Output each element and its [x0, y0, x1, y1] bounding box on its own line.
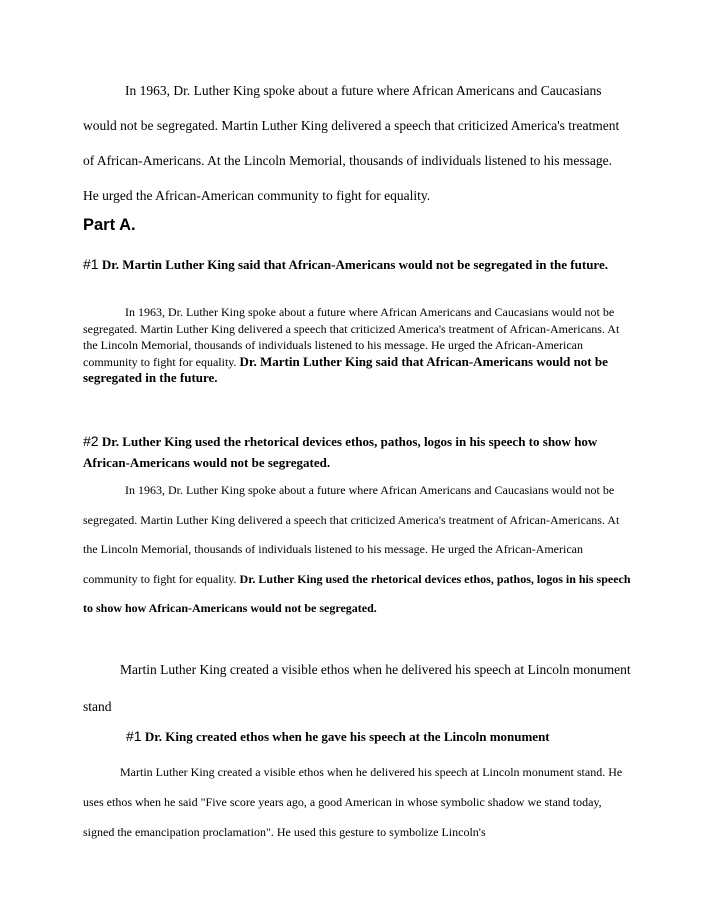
- q2-number: #2: [83, 433, 99, 449]
- ethos-q1-claim: [126, 726, 631, 747]
- intro-paragraph: In 1963, Dr. Luther King spoke about a future where African Americans and Caucasians would not be segregated. Martin Luther King delivered a speech that criticized America's treatment of African-Americans. At the Lincoln Memorial, thousands of individuals listened to his message. He urged the African-American community to fight for equality.: [83, 83, 620, 203]
- q2-body-claim: Dr. Luther King used the rhetorical devices ethos, pathos, logos in his speech to show how African-Americans would not be segregated.: [83, 571, 631, 615]
- q1-claim-text: Dr. Martin Luther King said that African-Americans would not be segregated in the future.: [101, 257, 608, 272]
- ethos-intro: Martin Luther King created a visible ethos when he delivered his speech at Lincoln monument stand: [83, 662, 631, 714]
- part-a-q2-body: [83, 476, 631, 624]
- q2-body-text: In 1963, Dr. Luther King spoke about a future where African Americans and Caucasians would not be segregated. Martin Luther King delivered a speech that criticized America's treatment of African-Americans. At the Lincoln Memorial, thousands of individuals listened to his message. He urged the African-American community to fight for equality.: [83, 483, 620, 586]
- ethos-q1-claim-text: Dr. King created ethos when he gave his speech at the Lincoln monument: [144, 729, 550, 744]
- part-a-heading: Part A.: [83, 216, 136, 234]
- q1-number: #1: [83, 256, 99, 272]
- part-a-q2-claim: [83, 431, 631, 473]
- q1-body-text: In 1963, Dr. Luther King spoke about a future where African Americans and Caucasians would not be segregated. Martin Luther King delivered a speech that criticized America's treatment of African-Americans. At the Lincoln Memorial, thousands of individuals listened to his message. He urged the African-American community to fight for equality.: [83, 305, 620, 369]
- ethos-q1-number: #1: [126, 728, 142, 744]
- ethos-body: Martin Luther King created a visible ethos when he delivered his speech at Lincoln monument stand. He uses ethos when he said "Five score years ago, a good American in whose symbolic shadow we stand today, signed the emancipation proclamation". He used this gesture to symbolize Lincoln's: [83, 765, 623, 839]
- part-a-q1-claim: [83, 254, 631, 275]
- part-a-q1-body: [83, 304, 631, 387]
- q2-claim-text: Dr. Luther King used the rhetorical devices ethos, pathos, logos in his speech to show how African-Americans would not be segregated.: [83, 434, 598, 470]
- q1-body-claim: Dr. Martin Luther King said that African-Americans would not be segregated in the future.: [83, 353, 608, 385]
